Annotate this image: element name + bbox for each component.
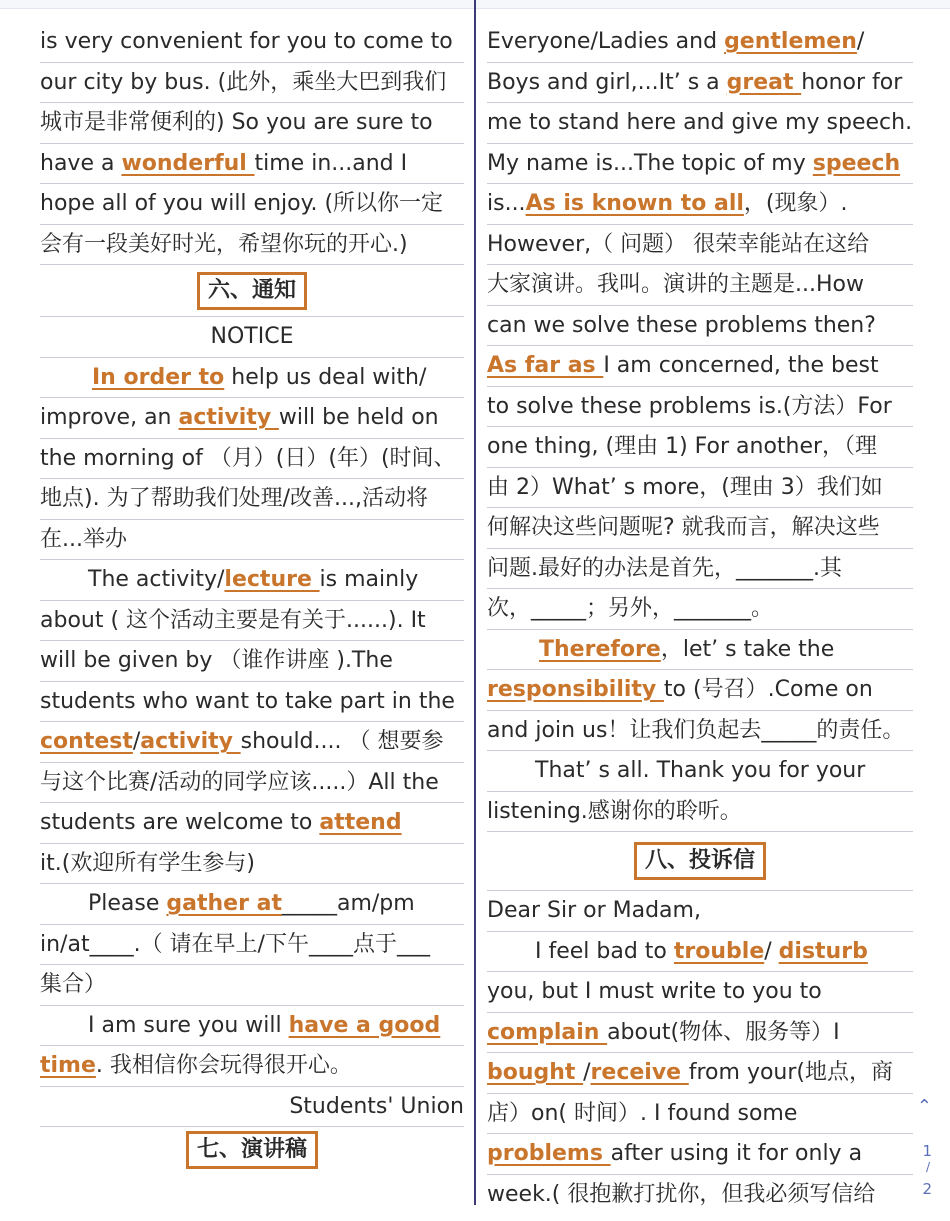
- text-line: in/at____.（ 请在早上/下午____点于___: [40, 925, 464, 966]
- text: ，let’ s take the: [660, 636, 835, 662]
- text-line: [487, 184, 913, 225]
- keyword: Therefore: [539, 636, 661, 662]
- text-line: 店）on( 时间）. I found some: [487, 1094, 913, 1135]
- text-line: 何解决这些问题呢? 就我而言，解决这些: [487, 508, 913, 549]
- text-line: 问题.最好的办法是首先，_______.其: [487, 549, 913, 590]
- text-line: [487, 670, 913, 711]
- text: after using it for only a: [610, 1141, 863, 1166]
- text-line: [40, 1046, 464, 1087]
- keyword: time: [40, 1053, 96, 1078]
- keyword: As is known to all: [525, 191, 744, 216]
- text-line: [40, 803, 464, 844]
- text: should.... （ 想要参: [240, 729, 444, 754]
- text: _____am/pm: [281, 891, 415, 916]
- keyword: lecture: [224, 567, 320, 592]
- keyword: gentlemen: [724, 29, 857, 54]
- text-line: [487, 1013, 913, 1054]
- text-line: and join us！让我们负起去_____的责任。: [487, 711, 913, 752]
- text: from your(地点，商: [688, 1060, 893, 1085]
- text-line: [487, 932, 913, 973]
- text-line: [40, 1006, 464, 1047]
- text-line: [487, 63, 913, 104]
- text-line: [487, 1053, 913, 1094]
- text: is mainly: [319, 567, 419, 592]
- text-line: [487, 144, 913, 185]
- text: to (号召）.Come on: [663, 677, 873, 702]
- keyword: responsibility: [487, 677, 664, 702]
- text: /: [583, 1060, 591, 1085]
- text: honor for: [801, 69, 903, 95]
- keyword: speech: [812, 150, 901, 176]
- text-line: the morning of （月）(日）(年）(时间、: [40, 439, 464, 480]
- text: students are welcome to: [40, 810, 320, 835]
- section-heading-row: [40, 1127, 464, 1173]
- text-line: one thing, (理由 1) For another，（理: [487, 427, 913, 468]
- keyword: trouble: [673, 938, 765, 964]
- keyword: disturb: [778, 938, 868, 964]
- signature-line: Students' Union: [40, 1087, 464, 1128]
- text-line: 次，_____；另外，_______。: [487, 589, 913, 630]
- text-line: However,（ 问题） 很荣幸能站在这给: [487, 225, 913, 266]
- text: . 我相信你会玩得很开心。: [95, 1053, 352, 1078]
- text-line: [40, 358, 464, 399]
- text: I am sure you will: [88, 1012, 289, 1038]
- keyword: contest: [40, 729, 133, 754]
- keyword: In order to: [92, 364, 225, 390]
- text: Boys and girl,...It’ s a: [487, 69, 727, 95]
- text: /: [856, 29, 865, 54]
- text: The activity/: [88, 567, 225, 592]
- left-column: [40, 22, 464, 1173]
- text: help us deal with/: [224, 364, 427, 390]
- keyword: attend: [319, 810, 402, 835]
- text: time in...and I: [254, 150, 408, 176]
- text-line: our city by bus. (此外，乘坐大巴到我们: [40, 63, 464, 104]
- text: will be held on: [278, 405, 439, 430]
- text-line: [40, 722, 464, 763]
- keyword: complain: [487, 1019, 608, 1045]
- keyword: activity: [178, 405, 279, 430]
- keyword: problems: [487, 1141, 611, 1166]
- keyword: gather at: [166, 891, 282, 916]
- text: Please: [88, 891, 167, 916]
- text-line: 会有一段美好时光，希望你玩的开心.): [40, 225, 464, 266]
- text: /: [764, 938, 779, 964]
- text-line: Dear Sir or Madam,: [487, 891, 913, 932]
- column-divider: [474, 0, 476, 1205]
- page-separator: /: [925, 1160, 930, 1174]
- text-line: [487, 22, 913, 63]
- text-line: 地点). 为了帮助我们处理/改善...,活动将: [40, 479, 464, 520]
- text-line: [40, 884, 464, 925]
- section-heading-complaint: 八、投诉信: [634, 842, 766, 880]
- text: I am concerned, the best: [603, 353, 879, 378]
- text-line: That’ s all. Thank you for your: [487, 751, 913, 792]
- keyword: receive: [590, 1060, 689, 1085]
- text-line: to solve these problems is.(方法）For: [487, 387, 913, 428]
- text-line: 城市是非常便利的) So you are sure to: [40, 103, 464, 144]
- text: I feel bad to: [535, 938, 674, 964]
- text-line: [40, 560, 464, 601]
- text-line: can we solve these problems then?: [487, 306, 913, 347]
- text-line: about ( 这个活动主要是有关于......). It: [40, 601, 464, 642]
- text-line: hope all of you will enjoy. (所以你一定: [40, 184, 464, 225]
- text-line: will be given by （谁作讲座 ).The: [40, 641, 464, 682]
- right-column: [487, 22, 913, 1214]
- text-line: 集合）: [40, 965, 464, 1006]
- page-number-total: 2: [922, 1180, 932, 1198]
- text-line: week.( 很抱歉打扰你，但我必须写信给: [487, 1181, 876, 1207]
- text-line: listening.感谢你的聆听。: [487, 792, 913, 833]
- section-heading-speech: 七、演讲稿: [186, 1131, 318, 1169]
- section-heading-notice: 六、通知: [197, 272, 307, 310]
- keyword: have a good: [288, 1012, 441, 1038]
- text: improve, an: [40, 405, 179, 430]
- text: have a: [40, 150, 122, 176]
- text: ，(现象）.: [743, 191, 848, 216]
- text-line: 大家演讲。我叫。演讲的主题是...How: [487, 265, 913, 306]
- text-line: 与这个比赛/活动的同学应该.....）All the: [40, 763, 464, 804]
- text: is...: [487, 191, 526, 216]
- keyword: great: [726, 69, 802, 95]
- text-line: [487, 1134, 913, 1175]
- page-number-current: 1: [922, 1142, 932, 1160]
- text-line: me to stand here and give my speech.: [487, 103, 913, 144]
- text-line: is very convenient for you to come to: [40, 22, 464, 63]
- text: Everyone/Ladies and: [487, 29, 725, 54]
- text-line: students who want to take part in the: [40, 682, 464, 723]
- keyword: bought: [487, 1060, 584, 1085]
- notice-title: NOTICE: [40, 317, 464, 358]
- text-line: [40, 144, 464, 185]
- text-line: 在...举办: [40, 520, 464, 561]
- keyword: wonderful: [121, 150, 255, 176]
- collapse-chevron-up-icon[interactable]: ⌃: [916, 1096, 932, 1117]
- text-line: it.(欢迎所有学生参与): [40, 844, 464, 885]
- text-line: [40, 398, 464, 439]
- text: /: [132, 729, 141, 754]
- text: My name is...The topic of my: [487, 150, 813, 176]
- keyword: activity: [140, 729, 241, 754]
- section-heading-row: [487, 832, 913, 891]
- text: about(物体、服务等）I: [607, 1019, 840, 1045]
- text-line: you, but I must write to you to: [487, 972, 913, 1013]
- section-heading-row: [40, 265, 464, 317]
- keyword: As far as: [487, 353, 604, 378]
- text-line: [487, 346, 913, 387]
- text-line: 由 2）What’ s more，(理由 3）我们如: [487, 468, 913, 509]
- text-line: [487, 630, 913, 671]
